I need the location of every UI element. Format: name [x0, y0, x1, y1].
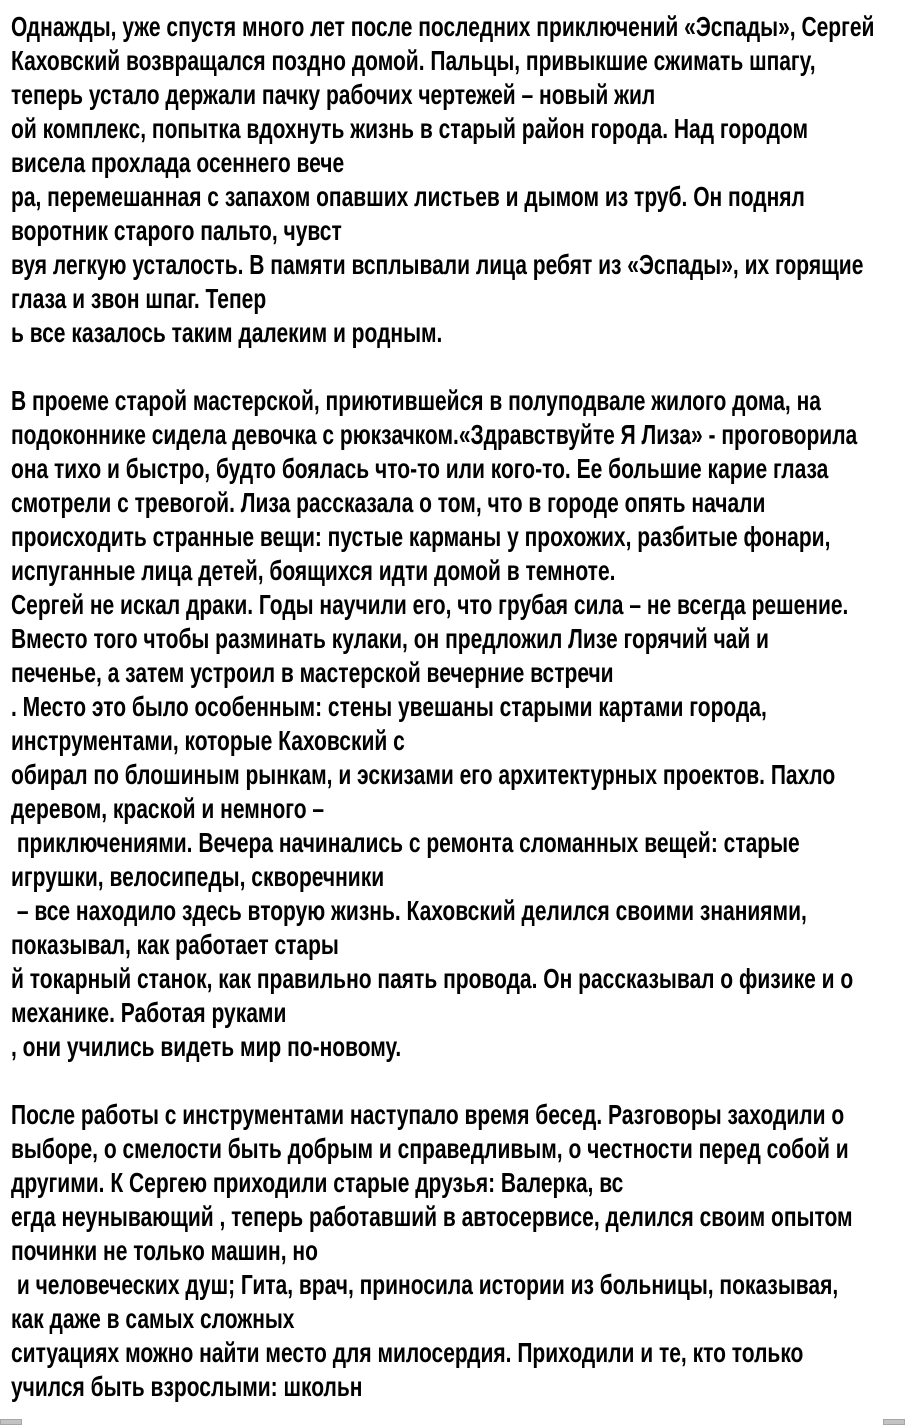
text-line: В проеме старой мастерской, приютившейся в полуподвале жилого дома, на — [11, 385, 821, 416]
text-line: игрушки, велосипеды, скворечники — [11, 861, 385, 892]
text-line: воротник старого пальто, чувст — [11, 215, 342, 246]
text-line: висела прохлада осеннего вече — [11, 147, 345, 178]
text-line: выборе, о смелости быть добрым и справедливым, о честности перед собой и — [11, 1133, 849, 1164]
text-line: ой комплекс, попытка вдохнуть жизнь в старый район города. Над городом — [11, 113, 808, 144]
scrollbar-right-button-icon[interactable] — [883, 1419, 905, 1425]
text-line: она тихо и быстро, будто боялась что-то или кого-то. Ее большие карие глаза — [11, 453, 829, 484]
text-line: и человеческих душ; Гита, врач, приносила истории из больницы, показывая, — [11, 1269, 839, 1300]
text-line: происходить странные вещи: пустые карманы у прохожих, разбитые фонари, — [11, 521, 831, 552]
horizontal-scrollbar[interactable] — [0, 1418, 905, 1427]
text-line — [11, 1064, 905, 1098]
text-line: ь все казалось таким далеким и родным. — [11, 317, 443, 348]
text-line: Вместо того чтобы разминать кулаки, он предложил Лизе горячий чай и — [11, 623, 769, 654]
text-line: , они учились видеть мир по-новому. — [11, 1031, 402, 1062]
text-line: подоконнике сидела девочка с рюкзачком.«Здравствуйте Я Лиза» - проговорила — [11, 419, 858, 450]
text-line: . Место это было особенным: стены увешаны старыми картами города, — [11, 691, 767, 722]
text-line: деревом, краской и немного – — [11, 793, 325, 824]
text-line: приключениями. Вечера начинались с ремонта сломанных вещей: старые — [11, 827, 800, 858]
text-line: инструментами, которые Каховский с — [11, 725, 405, 756]
scrollbar-left-button-icon[interactable] — [0, 1419, 22, 1425]
text-line — [11, 350, 905, 384]
text-line: вуя легкую усталость. В памяти всплывали лица ребят из «Эспады», их горящие — [11, 249, 864, 280]
text-line: теперь устало держали пачку рабочих чертежей – новый жил — [11, 79, 656, 110]
text-line: ситуациях можно найти место для милосердия. Приходили и те, кто только — [11, 1337, 804, 1368]
text-line: обирал по блошиным рынкам, и эскизами его архитектурных проектов. Пахло — [11, 759, 836, 790]
text-line: испуганные лица детей, боящихся идти домой в темноте. — [11, 555, 616, 586]
text-line: смотрели с тревогой. Лиза рассказала о том, что в городе опять начали — [11, 487, 766, 518]
text-line: учился быть взрослыми: школьн — [11, 1371, 363, 1402]
text-line: другими. К Сергею приходили старые друзья: Валерка, вс — [11, 1167, 624, 1198]
text-line: печенье, а затем устроил в мастерской вечерние встречи — [11, 657, 614, 688]
text-line: ра, перемешанная с запахом опавших листьев и дымом из труб. Он поднял — [11, 181, 805, 212]
text-line: Каховский возвращался поздно домой. Пальцы, привыкшие сжимать шпагу, — [11, 45, 816, 76]
text-line: егда неунывающий , теперь работавший в автосервисе, делился своим опытом — [11, 1201, 853, 1232]
text-line: й токарный станок, как правильно паять провода. Он рассказывал о физике и о — [11, 963, 854, 994]
text-line: – все находило здесь вторую жизнь. Каховский делился своими знаниями, — [11, 895, 807, 926]
text-line: механике. Работая руками — [11, 997, 287, 1028]
text-line: как даже в самых сложных — [11, 1303, 295, 1334]
text-line: починки не только машин, но — [11, 1235, 318, 1266]
text-line: глаза и звон шпаг. Тепер — [11, 283, 267, 314]
text-line: Сергей не искал драки. Годы научили его, что грубая сила – не всегда решение. — [11, 589, 849, 620]
text-line: Однажды, уже спустя много лет после последних приключений «Эспады», Сергей — [11, 11, 875, 42]
document-text — [11, 10, 905, 1404]
text-line: показывал, как работает стары — [11, 929, 339, 960]
text-line: После работы с инструментами наступало время бесед. Разговоры заходили о — [11, 1099, 845, 1130]
